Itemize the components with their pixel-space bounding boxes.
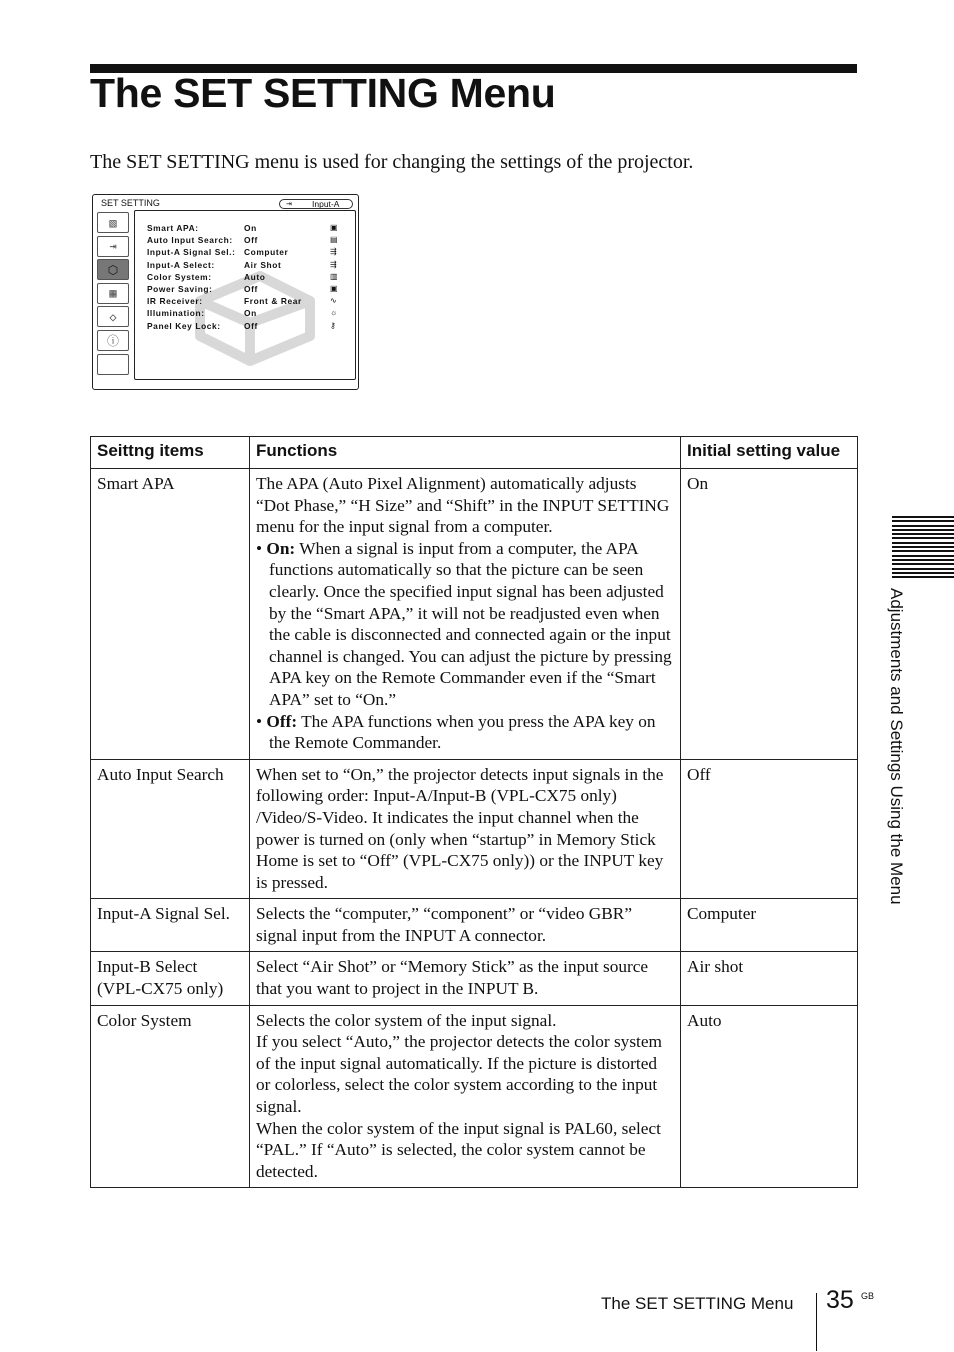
header-functions: Functions: [250, 437, 681, 469]
osd-setting-icon: ⇶: [330, 247, 338, 257]
osd-setting-row: [147, 223, 347, 235]
osd-setting-icon: ∿: [330, 296, 338, 306]
bullet-label: Off:: [266, 711, 298, 731]
blank-menu-tab: [97, 354, 129, 375]
settings-table: [90, 436, 858, 1188]
function-text: When the color system of the input signal is PAL60, select “PAL.” If “Auto” is selected, the color system cannot be detected.: [256, 1118, 661, 1181]
initial-value-cell: Computer: [681, 899, 858, 952]
osd-menu-tabs: [97, 212, 131, 377]
bullet-text: When a signal is input from a computer, the APA functions automatically so that the picture can be seen clearly. Once the specified input signal has been adjusted by the “Smart APA,” it will not be readjusted even when the cable is disconnected and connected again or the input channel is changed. You can adjust the picture by pressing APA key on the Remote Commander even if the “Smart APA” set to “On.”: [269, 538, 672, 709]
osd-setting-icon: ▥: [330, 271, 339, 281]
function-cell: [250, 952, 681, 1005]
osd-setting-row: [147, 260, 347, 272]
osd-settings-list: [147, 223, 347, 333]
function-text: Select “Air Shot” or “Memory Stick” as the input source that you want to project in the INPUT B.: [256, 957, 649, 999]
osd-setting-value: Auto: [244, 271, 266, 282]
osd-setting-row: [147, 247, 347, 259]
initial-value-cell: Off: [681, 759, 858, 899]
menu-setting-icon: ▦: [97, 283, 129, 304]
osd-setting-label: Auto Input Search:: [147, 235, 233, 246]
set-setting-menu-icon: ⬡: [97, 259, 129, 280]
setting-item-cell: Smart APA: [91, 469, 250, 760]
osd-setting-label: IR Receiver:: [147, 296, 203, 307]
osd-setting-value: Off: [244, 235, 258, 246]
function-cell: [250, 759, 681, 899]
osd-setting-value: Computer: [244, 247, 289, 258]
osd-setting-label: Power Saving:: [147, 283, 213, 294]
osd-setting-row: [147, 296, 347, 308]
osd-setting-label: Input-A Select:: [147, 259, 215, 270]
page-number: 35: [826, 1286, 854, 1314]
initial-value-cell: On: [681, 469, 858, 760]
osd-setting-icon: ▤: [330, 235, 339, 245]
osd-setting-label: Color System:: [147, 271, 212, 282]
table-row: [91, 469, 858, 760]
osd-setting-value: Off: [244, 283, 258, 294]
osd-settings-panel: [134, 210, 356, 380]
initial-value-cell: Auto: [681, 1005, 858, 1188]
osd-setting-icon: ⚷: [330, 320, 337, 330]
table-row: [91, 1005, 858, 1188]
osd-input-indicator: [279, 199, 353, 209]
setting-item-cell: Input-B Select (VPL-CX75 only): [91, 952, 250, 1005]
osd-setting-row: [147, 235, 347, 247]
osd-setting-value: Air Shot: [244, 259, 282, 270]
table-header-row: [91, 437, 858, 469]
initial-value-cell: Air shot: [681, 952, 858, 1005]
osd-setting-value: Front & Rear: [244, 296, 302, 307]
information-menu-icon: ⓘ: [97, 330, 129, 351]
osd-setting-label: Smart APA:: [147, 223, 199, 233]
side-tab-lines: [892, 516, 954, 580]
function-text: Selects the “computer,” “component” or “video GBR” signal input from the INPUT A connector.: [256, 904, 633, 945]
osd-input-label: Input-A: [312, 199, 340, 209]
bullet-item: • On: When a signal is input from a computer, the APA functions automatically so that the picture can be seen clearly. Once the specified input signal has been adjusted by the “Smart APA,” it will not be readjusted even when the cable is disconnected and connected again or the input channel is changed. You can adjust the picture by pressing APA key on the Remote Commander even if the “Smart APA” set to “On.”: [256, 538, 672, 709]
intro-text: The SET SETTING menu is used for changing the settings of the projector.: [90, 151, 694, 173]
function-cell: [250, 899, 681, 952]
picture-menu-icon: ▧: [97, 212, 129, 233]
bullet-label: On:: [266, 538, 296, 558]
osd-setting-value: On: [244, 223, 257, 233]
osd-setting-value: On: [244, 308, 257, 319]
footer-title: The SET SETTING Menu: [601, 1294, 794, 1313]
osd-setting-row: [147, 284, 347, 296]
osd-setting-label: Illumination:: [147, 308, 205, 319]
footer-divider: [816, 1293, 817, 1351]
setting-item-cell: Input-A Signal Sel.: [91, 899, 250, 952]
installation-setting-icon: ◇: [97, 306, 129, 327]
function-cell: [250, 469, 681, 760]
osd-menu-illustration: [92, 194, 359, 390]
table-row: [91, 759, 858, 899]
function-text: Selects the color system of the input signal.: [256, 1010, 557, 1030]
osd-setting-icon: ▣: [330, 223, 339, 232]
setting-item-cell: Auto Input Search: [91, 759, 250, 899]
bullet-text: The APA functions when you press the APA key on the Remote Commander.: [269, 711, 656, 753]
input-setting-menu-icon: ⇥: [97, 236, 129, 257]
osd-setting-row: [147, 272, 347, 284]
osd-setting-value: Off: [244, 320, 258, 331]
input-icon: ⇥: [286, 201, 292, 208]
osd-setting-icon: ⇶: [330, 259, 338, 269]
function-cell: [250, 1005, 681, 1188]
osd-menu-title: SET SETTING: [101, 198, 160, 208]
page-title: The SET SETTING Menu: [90, 70, 556, 116]
osd-setting-icon: ☼: [330, 308, 338, 318]
side-tab-label: Adjustments and Settings Using the Menu: [887, 588, 906, 905]
osd-setting-label: Input-A Signal Sel.:: [147, 247, 236, 258]
region-code: GB: [861, 1291, 875, 1301]
table-row: [91, 952, 858, 1005]
function-text: When set to “On,” the projector detects input signals in the following order: Input-A/Input-B (VPL-CX75 only) /Video/S-Video. It indicates the input channel when the power is turned on (only when “startup” in Memory Stick Home is set to “Off” (VPL-CX75 only)) or the INPUT key is pressed.: [256, 764, 664, 892]
osd-setting-icon: ▣: [330, 283, 339, 293]
function-text: The APA (Auto Pixel Alignment) automatically adjusts “Dot Phase,” “H Size” and “Shift” in the INPUT SETTING menu for the input signal from a computer.: [256, 474, 670, 537]
osd-setting-label: Panel Key Lock:: [147, 320, 221, 331]
osd-setting-row: [147, 321, 347, 333]
osd-setting-row: [147, 308, 347, 320]
setting-item-cell: Color System: [91, 1005, 250, 1188]
settings-table-body: [91, 469, 858, 1188]
header-setting-items: Seittng items: [91, 437, 250, 469]
bullet-item: • Off: The APA functions when you press the APA key on the Remote Commander.: [256, 711, 656, 753]
header-initial-value: Initial setting value: [681, 437, 858, 469]
function-text: If you select “Auto,” the projector detects the color system of the input signal automatically. If the picture is distorted or colorless, select the color system according to the input signal.: [256, 1032, 662, 1117]
table-row: [91, 899, 858, 952]
